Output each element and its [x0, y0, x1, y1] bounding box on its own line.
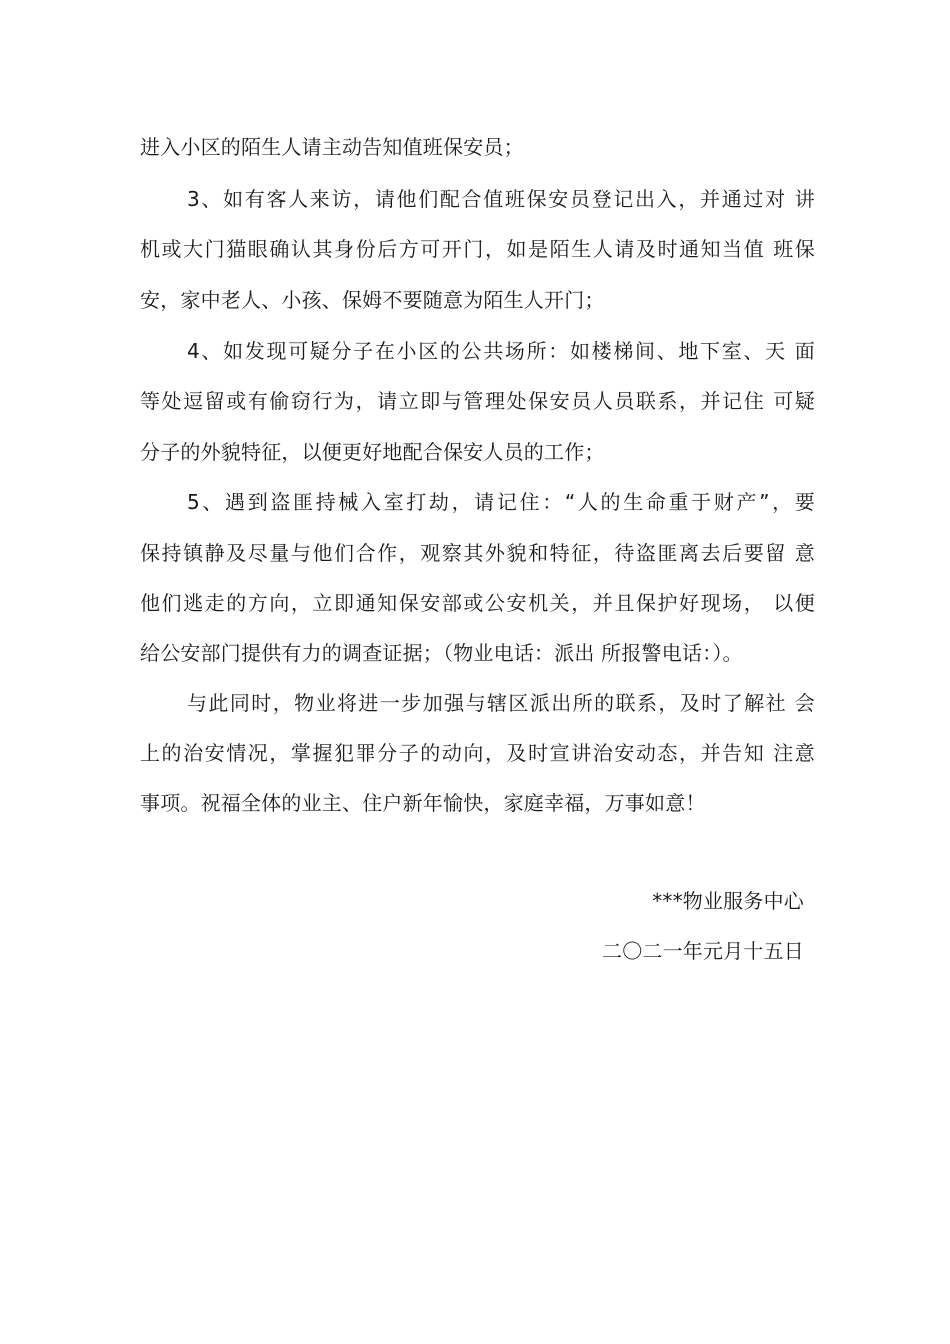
- text-line: 3、如有客人来访，请他们配合值班保安员登记出入，并通过对 讲: [187, 187, 815, 211]
- text-line: 事项。祝福全体的业主、住户新年愉快，家庭幸福，万事如意！: [140, 791, 706, 815]
- text-line: 分子的外貌特征，以便更好地配合保安人员的工作；: [140, 440, 605, 464]
- text-line: 4、如发现可疑分子在小区的公共场所：如楼梯间、地下室、天 面: [187, 339, 815, 363]
- text-line: 与此同时，物业将进一步加强与辖区派出所的联系，及时了解社 会: [187, 691, 815, 715]
- signature: ***物业服务中心: [652, 889, 804, 913]
- text-line: 进入小区的陌生人请主动告知值班保安员；: [140, 135, 524, 159]
- text-line: 保持镇静及尽量与他们合作，观察其外貌和特征，待盗匪离去后要留 意: [140, 541, 815, 565]
- text-line: 他们逃走的方向，立即通知保安部或公安机关，并且保护好现场， 以便: [140, 591, 815, 615]
- text-line: 机或大门猫眼确认其身份后方可开门，如是陌生人请及时通知当值 班保: [140, 237, 815, 261]
- document-date: 二〇二一年元月十五日: [602, 939, 804, 963]
- text-line: 给公安部门提供有力的调查证据；（物业电话：派出 所报警电话：）。: [140, 641, 743, 665]
- text-line: 等处逗留或有偷窃行为，请立即与管理处保安员人员联系，并记住 可疑: [140, 389, 815, 413]
- text-line: 安，家中老人、小孩、保姆不要随意为陌生人开门；: [140, 288, 605, 312]
- text-line: 上的治安情况，掌握犯罪分子的动向，及时宣讲治安动态，并告知 注意: [140, 741, 815, 765]
- text-line: 5、遇到盗匪持械入室打劫，请记住：“人的生命重于财产”，要: [187, 490, 815, 514]
